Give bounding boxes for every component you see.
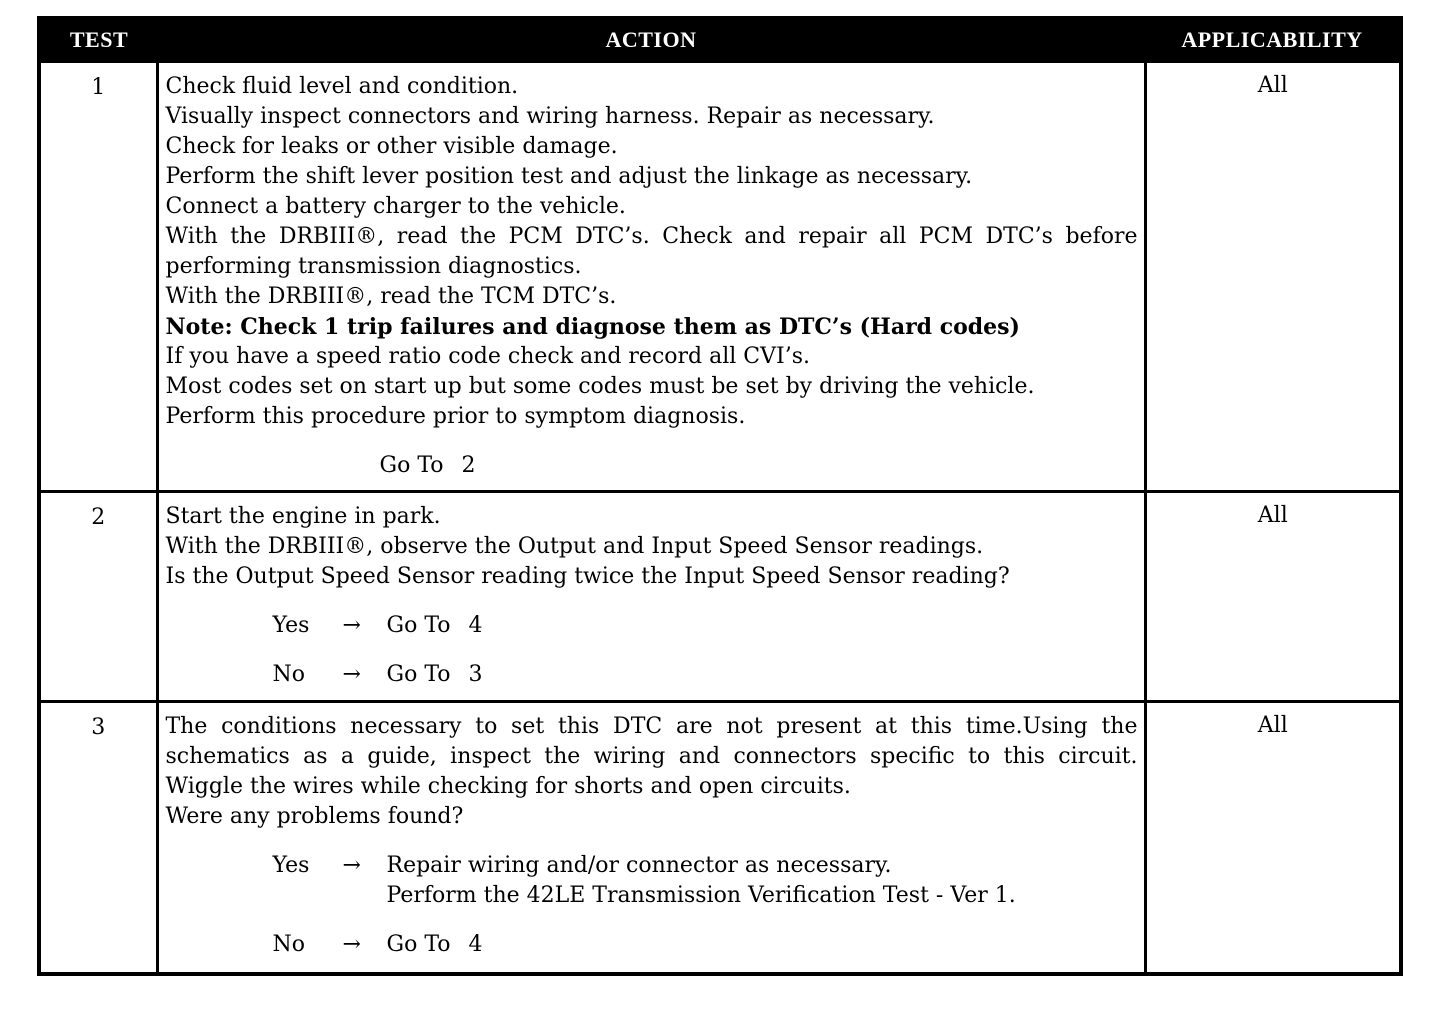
arrow-right-icon: → — [342, 932, 361, 957]
action-line: Check for leaks or other visible damage. — [165, 134, 618, 159]
note-line: Note: Check 1 trip failures and diagnose them as DTC’s (Hard codes) — [165, 314, 1020, 340]
action-line: If you have a speed ratio code check and record all CVI’s. — [165, 344, 810, 369]
goto-value: 3 — [468, 662, 483, 687]
table-row — [39, 702, 1401, 974]
yes-label: Yes — [272, 853, 310, 878]
applicability-value: All — [1145, 62, 1401, 492]
action-line: Is the Output Speed Sensor reading twice the Input Speed Sensor reading? — [165, 564, 1010, 589]
goto-label: Go To — [386, 662, 451, 687]
action-line: With the DRBIII®, observe the Output and Input Speed Sensor readings. — [165, 534, 984, 559]
action-line: The conditions necessary to set this DTC are not present at this time.Using the — [165, 714, 1138, 739]
arrow-right-icon: → — [342, 853, 361, 878]
action-line: Wiggle the wires while checking for shorts and open circuits. — [165, 774, 851, 799]
action-line: Check fluid level and condition. — [165, 74, 519, 99]
table-header-row — [39, 18, 1401, 62]
action-line: With the DRBIII®, read the PCM DTC’s. Check and repair all PCM DTC’s before — [165, 224, 1138, 249]
goto-label: Go To — [379, 453, 444, 478]
action-line: Visually inspect connectors and wiring harness. Repair as necessary. — [165, 104, 935, 129]
goto-value: 2 — [461, 453, 476, 478]
test-number: 3 — [39, 702, 157, 974]
goto-value: 4 — [468, 932, 483, 957]
goto-value: 4 — [468, 613, 483, 638]
yes-branch — [166, 851, 1138, 911]
test-number: 2 — [39, 492, 157, 702]
action-line: Were any problems found? — [165, 804, 464, 829]
applicability-value: All — [1145, 702, 1401, 974]
action-line: Start the engine in park. — [165, 504, 441, 529]
no-branch — [166, 930, 1138, 960]
arrow-right-icon: → — [342, 662, 361, 687]
no-branch — [166, 660, 1138, 690]
action-line: Most codes set on start up but some codes must be set by driving the vehicle. — [165, 374, 1035, 399]
table-row — [39, 492, 1401, 702]
test-number: 1 — [39, 62, 157, 492]
yes-action — [387, 611, 1138, 641]
action-cell — [157, 492, 1145, 702]
action-line: Connect a battery charger to the vehicle. — [165, 194, 626, 219]
action-line: performing transmission diagnostics. — [165, 254, 582, 279]
goto-label: Go To — [386, 613, 451, 638]
yes-branch — [166, 611, 1138, 641]
no-action — [387, 930, 1138, 960]
header-applicability: APPLICABILITY — [1145, 18, 1401, 62]
yes-action-line: Perform the 42LE Transmission Verification Test - Ver 1. — [386, 883, 1016, 908]
diagnostic-table — [37, 16, 1403, 976]
action-line: Perform this procedure prior to symptom diagnosis. — [165, 404, 746, 429]
action-line: schematics as a guide, inspect the wiring and connectors specific to this circuit. — [165, 744, 1138, 769]
goto-instruction — [166, 451, 1138, 481]
no-action — [387, 660, 1138, 690]
table-row — [39, 62, 1401, 492]
header-test: TEST — [39, 18, 157, 62]
action-line: Perform the shift lever position test and adjust the linkage as necessary. — [165, 164, 973, 189]
yes-action — [387, 851, 1138, 911]
action-cell — [157, 62, 1145, 492]
action-cell — [157, 702, 1145, 974]
arrow-right-icon: → — [342, 613, 361, 638]
yes-action-line: Repair wiring and/or connector as necessary. — [386, 853, 892, 878]
applicability-value: All — [1145, 492, 1401, 702]
no-label: No — [272, 932, 305, 957]
yes-label: Yes — [272, 613, 310, 638]
header-action: ACTION — [157, 18, 1145, 62]
no-label: No — [272, 662, 305, 687]
goto-label: Go To — [386, 932, 451, 957]
action-line: With the DRBIII®, read the TCM DTC’s. — [165, 284, 617, 309]
